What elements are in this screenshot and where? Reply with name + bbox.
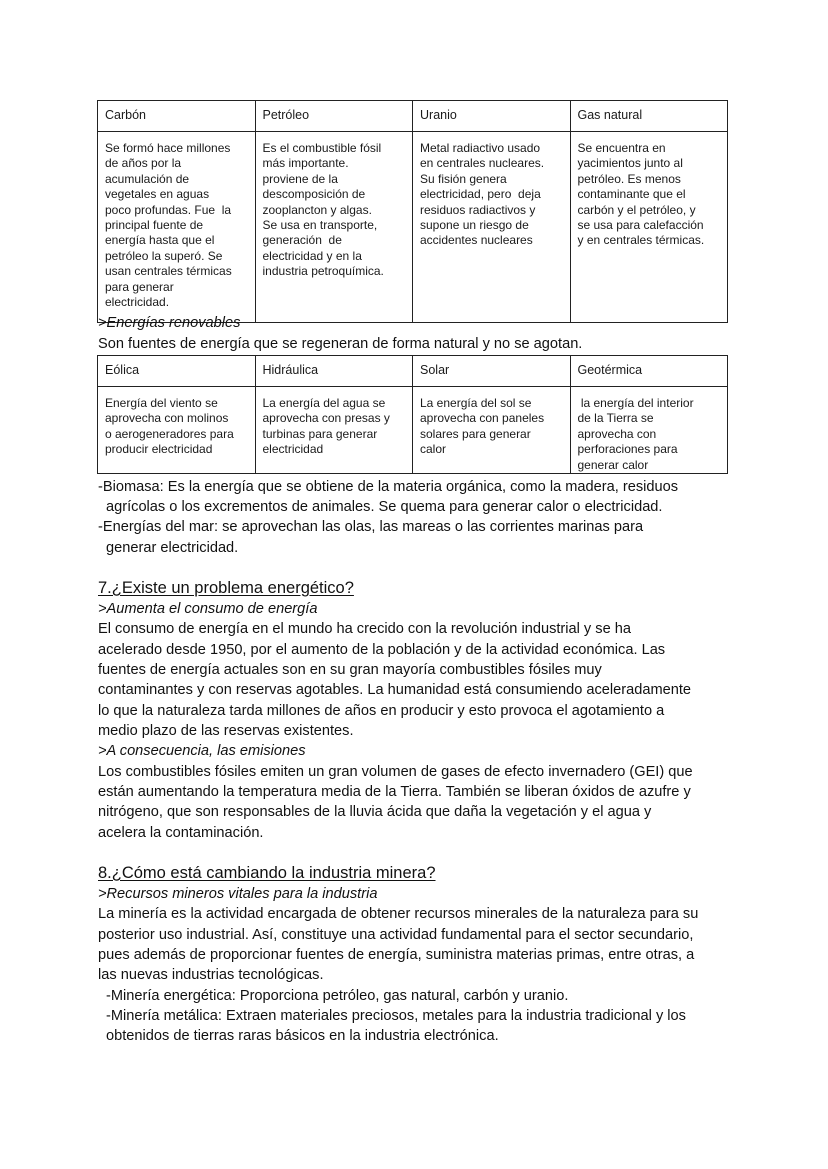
cell-line: Se usa en transporte, xyxy=(262,218,378,233)
renewables-intro: Son fuentes de energía que se regeneran de forma natural y no se agotan. xyxy=(98,336,583,352)
cell-line: para generar xyxy=(105,279,174,294)
cell-line: carbón y el petróleo, y xyxy=(577,202,696,217)
section-8-title: 8.¿Cómo está cambiando la industria minera? xyxy=(98,864,436,882)
list-item: -Minería metálica: Extraen materiales preciosos, metales para la industria tradicional y los xyxy=(106,1008,686,1024)
cell-line: más importante. xyxy=(262,156,349,171)
cell-line: generar calor xyxy=(577,457,649,472)
table-cell xyxy=(570,387,728,474)
cell-line: de la Tierra se xyxy=(577,411,654,426)
list-item: -Minería energética: Proporciona petróleo, gas natural, carbón y uranio. xyxy=(106,988,569,1004)
renewables-table xyxy=(97,355,728,474)
cell-line: producir electricidad xyxy=(105,442,213,457)
cell-line: de años por la xyxy=(105,156,182,171)
paragraph-line: las nuevas industrias tecnológicas. xyxy=(98,967,324,983)
fossil-fuels-table xyxy=(97,100,728,323)
cell-line: la energía del interior xyxy=(577,396,694,410)
cell-line: aprovecha con presas y xyxy=(262,411,390,426)
paragraph-line: La minería es la actividad encargada de obtener recursos minerales de la naturaleza para su xyxy=(98,906,699,922)
table-cell xyxy=(255,132,413,323)
table-cell xyxy=(413,132,571,323)
paragraph-line: Los combustibles fósiles emiten un gran volumen de gases de efecto invernadero (GEI) que xyxy=(98,764,693,780)
paragraph-line: pues además de proporcionar fuentes de energía, suministra materias primas, entre otras, a xyxy=(98,947,695,963)
cell-line: descomposición de xyxy=(262,187,366,202)
table-header-cell: Carbón xyxy=(98,101,256,132)
paragraph-line: acelera la contaminación. xyxy=(98,825,264,841)
table-cell xyxy=(98,132,256,323)
paragraph-line: posterior uso industrial. Así, constituye una actividad fundamental para el sector secundario, xyxy=(98,927,694,943)
cell-line: La energía del sol se xyxy=(420,396,532,410)
cell-line: poco profundas. Fue la xyxy=(105,202,232,217)
table-cell xyxy=(98,387,256,474)
cell-line: en centrales nucleares. xyxy=(420,156,545,171)
paragraph-line: medio plazo de las reservas existentes. xyxy=(98,723,354,739)
cell-line: generación de xyxy=(262,233,342,248)
cell-line: y en centrales térmicas. xyxy=(577,233,705,248)
cell-line: calor xyxy=(420,442,447,457)
cell-line: vegetales en aguas xyxy=(105,187,210,202)
cell-line: electricidad y en la xyxy=(262,248,362,263)
cell-line: se usa para calefacción xyxy=(577,218,704,233)
cell-line: residuos radiactivos y xyxy=(420,202,536,217)
cell-line: aprovecha con xyxy=(577,426,657,441)
section-8-subheading-1: >Recursos mineros vitales para la industria xyxy=(98,886,378,902)
sea-energy-line-2: generar electricidad. xyxy=(106,540,239,556)
section-7-title: 7.¿Existe un problema energético? xyxy=(98,579,354,597)
cell-line: La energía del agua se xyxy=(262,396,386,410)
table-cell xyxy=(570,132,728,323)
cell-line: electricidad, pero deja xyxy=(420,187,541,202)
cell-line: Su fisión genera xyxy=(420,171,507,186)
table-header-cell: Geotérmica xyxy=(570,356,728,387)
cell-line: Energía del viento se xyxy=(105,396,218,410)
cell-line: petróleo. Es menos xyxy=(577,171,681,186)
sea-energy-line-1: -Energías del mar: se aprovechan las olas, las mareas o las corrientes marinas para xyxy=(98,519,644,535)
cell-line: Se encuentra en xyxy=(577,141,666,155)
cell-line: proviene de la xyxy=(262,171,338,186)
cell-line: turbinas para generar xyxy=(262,426,378,441)
table-header-cell: Solar xyxy=(413,356,571,387)
cell-line: aprovecha con paneles xyxy=(420,411,545,426)
table-cell xyxy=(255,387,413,474)
paragraph-line: contaminantes y con reservas agotables. La humanidad está consumiendo aceleradamente xyxy=(98,682,692,698)
paragraph-line: lo que la naturaleza tarda millones de años en producir y esto provoca el agotamiento a xyxy=(98,703,665,719)
cell-line: Es el combustible fósil xyxy=(262,141,382,155)
paragraph-line: fuentes de energía actuales son en su gran mayoría combustibles fósiles muy xyxy=(98,662,602,678)
table-header-cell: Petróleo xyxy=(255,101,413,132)
cell-line: aprovecha con molinos xyxy=(105,411,229,426)
cell-line: supone un riesgo de xyxy=(420,218,529,233)
cell-line: contaminante que el xyxy=(577,187,686,202)
cell-line: electricidad. xyxy=(105,295,170,310)
table-header-cell: Gas natural xyxy=(570,101,728,132)
section-7-subheading-2: >A consecuencia, las emisiones xyxy=(98,743,306,759)
table-header-cell: Uranio xyxy=(413,101,571,132)
table-cell xyxy=(413,387,571,474)
cell-line: yacimientos junto al xyxy=(577,156,683,171)
cell-line: petróleo la superó. Se xyxy=(105,248,223,263)
subheading-renewables: >Energías renovables xyxy=(98,315,241,331)
table-header-cell: Eólica xyxy=(98,356,256,387)
list-item: obtenidos de tierras raras básicos en la industria electrónica. xyxy=(106,1028,499,1044)
cell-line: accidentes nucleares xyxy=(420,233,533,248)
cell-line: solares para generar xyxy=(420,426,531,441)
cell-line: acumulación de xyxy=(105,171,190,186)
cell-line: o aerogeneradores para xyxy=(105,426,234,441)
cell-line: principal fuente de xyxy=(105,218,204,233)
section-7-subheading-1: >Aumenta el consumo de energía xyxy=(98,601,318,617)
cell-line: usan centrales térmicas xyxy=(105,264,232,279)
cell-line: energía hasta que el xyxy=(105,233,215,248)
paragraph-line: nitrógeno, que son responsables de la lluvia ácida que daña la vegetación y el agua y xyxy=(98,804,652,820)
cell-line: zooplancton y algas. xyxy=(262,202,372,217)
cell-line: perforaciones para xyxy=(577,442,678,457)
paragraph-line: acelerado desde 1950, por el aumento de la población y de la actividad económica. Las xyxy=(98,642,666,658)
biomass-line-1: -Biomasa: Es la energía que se obtiene de la materia orgánica, como la madera, residuos xyxy=(98,479,679,495)
cell-line: Se formó hace millones xyxy=(105,141,231,155)
paragraph-line: El consumo de energía en el mundo ha crecido con la revolución industrial y se ha xyxy=(98,621,631,637)
paragraph-line: están aumentando la temperatura media de la Tierra. También se liberan óxidos de azufre y xyxy=(98,784,691,800)
cell-line: industria petroquímica. xyxy=(262,264,384,279)
table-header-cell: Hidráulica xyxy=(255,356,413,387)
cell-line: electricidad xyxy=(262,442,324,457)
cell-line: Metal radiactivo usado xyxy=(420,141,541,155)
biomass-line-2: agrícolas o los excrementos de animales. Se quema para generar calor o electricidad. xyxy=(106,499,663,515)
